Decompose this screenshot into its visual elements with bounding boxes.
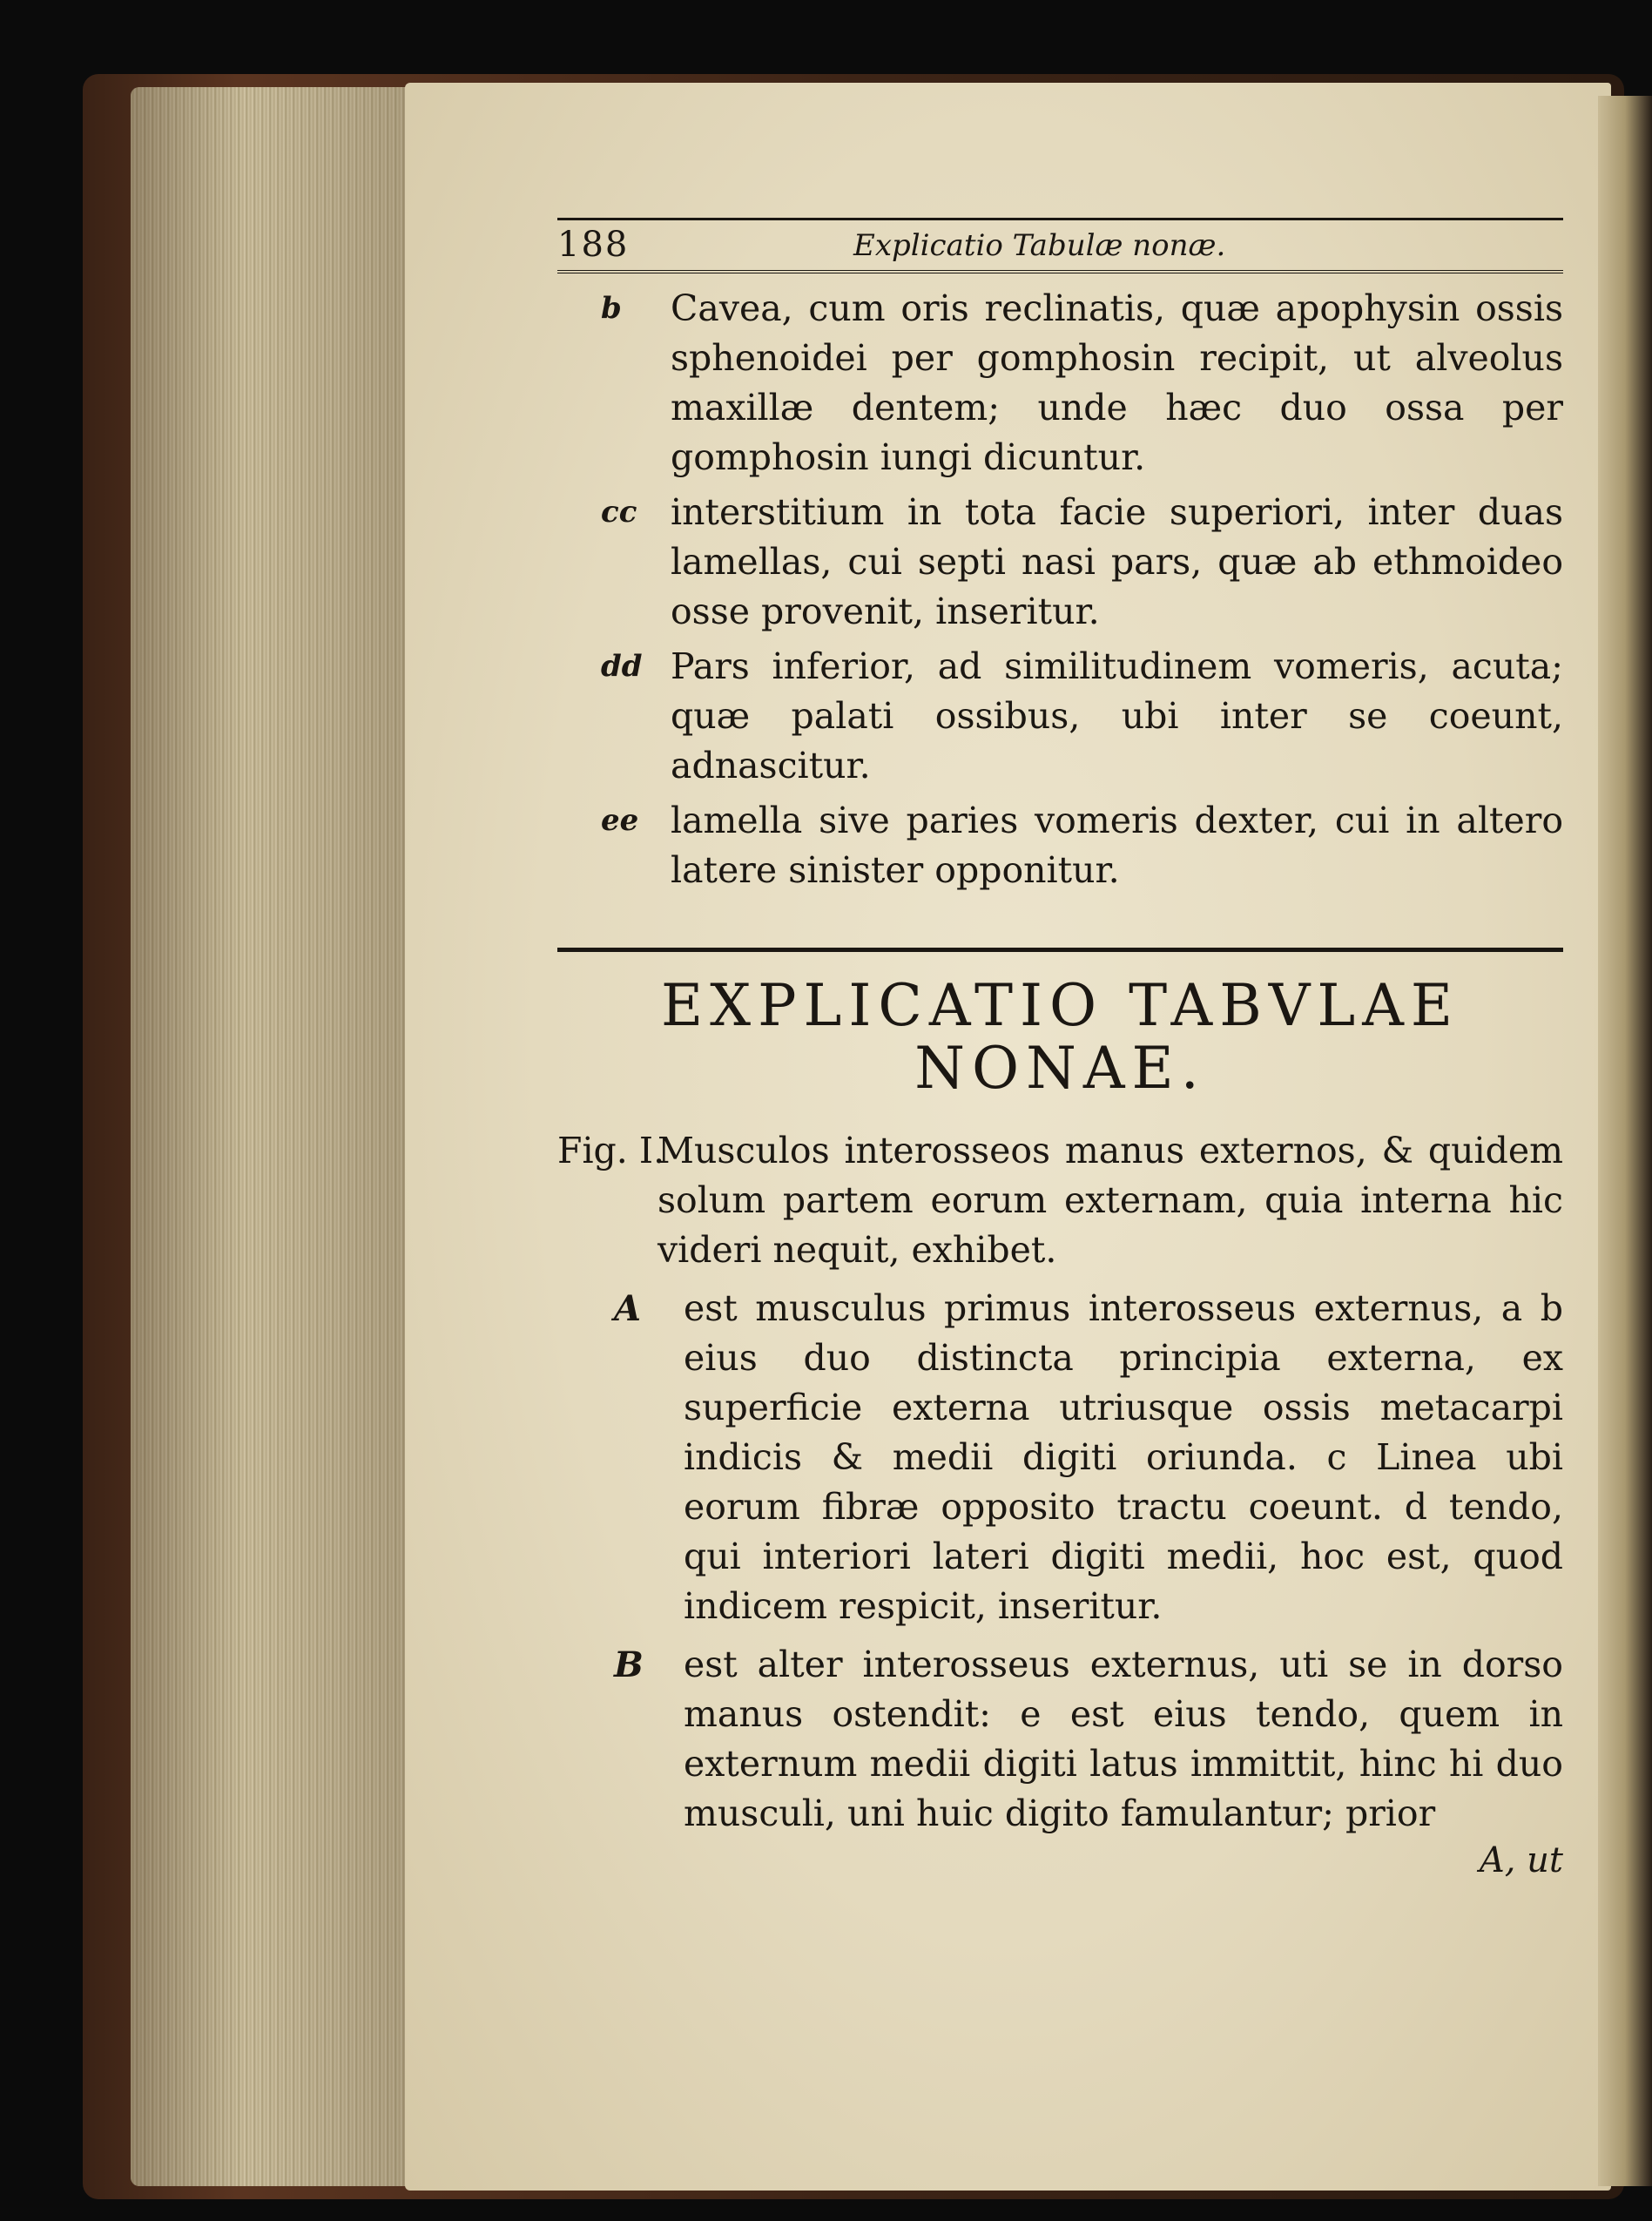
page-stack-shadow — [131, 87, 418, 2186]
header-rule — [557, 218, 1563, 220]
figure-text: Musculos interosseos manus externos, & quidem solum partem eorum externam, quia interna hic videri nequit, exhibet. — [657, 1130, 1563, 1271]
item-text: est alter interosseus externus, uti se in dorso manus ostendit: e est eius tendo, quem in externum medii digiti latus immittit, hinc hi duo musculi, uni huic digito famulantur; prior — [684, 1644, 1563, 1834]
item-letter: A — [614, 1288, 642, 1329]
item-text: Cavea, cum oris reclinatis, quæ apophysin ossis sphenoidei per gomphosin recipit, ut alveolus maxillæ dentem; unde hæc duo ossa per gomphosin iungi dicuntur. — [671, 287, 1563, 478]
list-item — [557, 796, 1563, 895]
list-item — [557, 284, 1563, 483]
item-letter: dd — [601, 649, 643, 684]
list-item — [557, 1640, 1563, 1839]
section-heading-line2: NONAE. — [914, 1035, 1206, 1102]
item-letter: B — [614, 1644, 644, 1685]
item-letter: b — [601, 291, 622, 326]
item-text: Pars inferior, ad similitudinem vomeris, acuta; quæ palati ossibus, ubi inter se coeunt, adnascitur. — [671, 645, 1563, 786]
list-item — [557, 1284, 1563, 1631]
item-text: est musculus primus interosseus externus, a b eius duo distincta principia externa, ex superficie externa utriusque ossis metacarpi indicis & medii digiti oriunda. c Linea ubi eorum fibræ opposito tractu coeunt. d tendo, qui interiori lateri digiti medii, hoc est, quod indicem respicit, inseritur. — [684, 1287, 1563, 1627]
item-text: interstitium in tota facie superiori, inter duas lamellas, cui septi nasi pars, quæ ab ethmoideo osse provenit, inseritur. — [671, 491, 1563, 632]
item-text: lamella sive paries vomeris dexter, cui in altero latere sinister opponitur. — [671, 800, 1563, 891]
item-letter: cc — [601, 495, 637, 530]
list-item — [557, 488, 1563, 637]
running-title: Explicatio Tabulæ nonæ. — [853, 228, 1226, 263]
page-header — [557, 218, 1563, 273]
list-item — [557, 642, 1563, 791]
book-gutter — [1598, 96, 1652, 2186]
figure-label: Fig. I. — [557, 1130, 665, 1171]
page-content — [557, 218, 1563, 1880]
entries-list-top — [557, 284, 1563, 895]
section-heading-line1: EXPLICATIO TABVLAE — [660, 972, 1460, 1039]
section-heading — [557, 972, 1563, 1102]
item-letter: ee — [601, 803, 639, 838]
section-divider — [557, 948, 1563, 952]
catchword: A, ut — [1479, 1840, 1563, 1880]
figure-description — [557, 1126, 1563, 1275]
page-number: 188 — [557, 225, 630, 265]
